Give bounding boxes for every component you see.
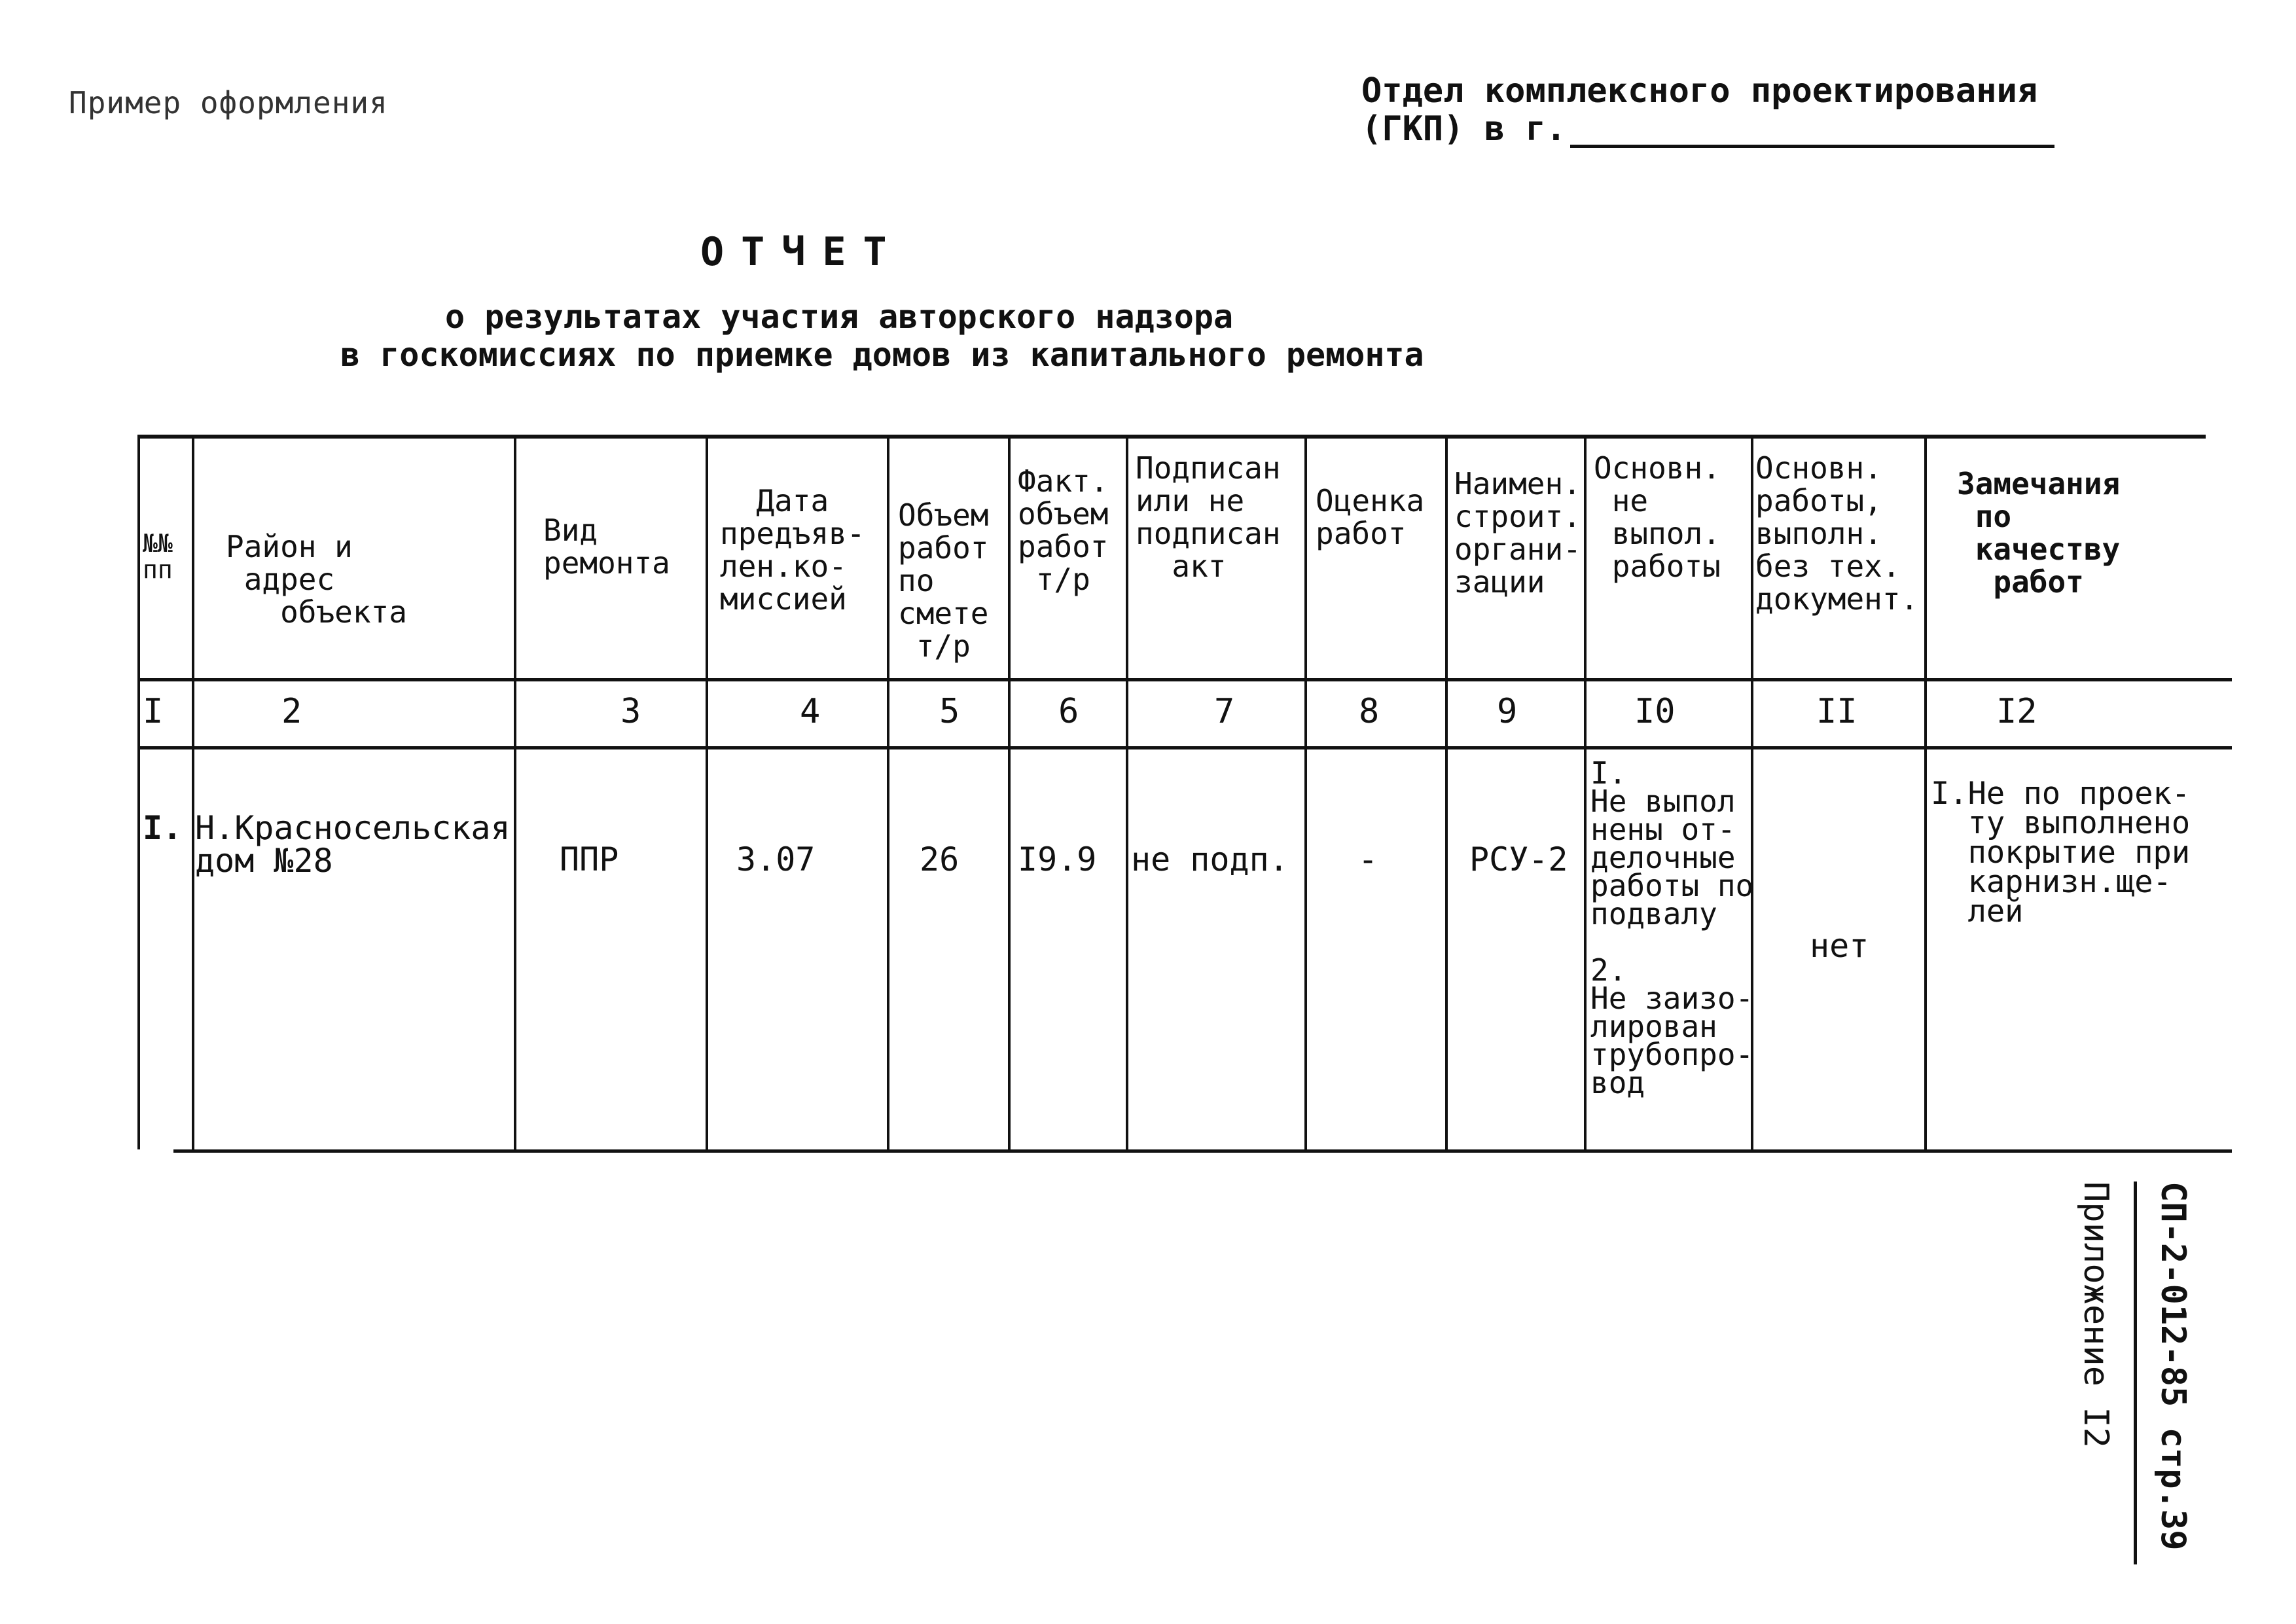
row-remarks: I.Не по проек- ту выполнено покрытие при карнизн.ще- лей (1931, 776, 2191, 929)
column-number: I2 (1996, 692, 2037, 731)
column-number: 4 (800, 692, 821, 731)
column-number: 7 (1214, 692, 1235, 731)
city-blank-line (1570, 112, 2054, 148)
table-header-rule (137, 678, 2232, 681)
column-number: I0 (1634, 692, 1676, 731)
table-numbers-rule (137, 746, 2232, 749)
column-header: Объем работ по смете т/р (898, 497, 989, 664)
column-header: Подписан или не подписан акт (1136, 450, 1281, 584)
col-divider (137, 435, 140, 1149)
col-divider (706, 435, 708, 1149)
col-divider (192, 435, 194, 1149)
page-title: ОТЧЕТ (700, 229, 904, 275)
subtitle-line1: о результатах участия авторского надзора (445, 298, 1234, 336)
column-number: 9 (1497, 692, 1518, 731)
margin-note-rule (2134, 1182, 2137, 1564)
column-header: Дата предъяв- лен.ко- миссией (720, 483, 865, 617)
row-not-done: I. Не выпол нены от- делочные работы по подвалу 2. Не заизо- лирован трубопро- вод (1590, 755, 1754, 1100)
table-bottom-rule (173, 1149, 2232, 1153)
document-code: СП-2-012-85 стр.39 (2153, 1182, 2193, 1551)
col-divider (1304, 435, 1307, 1149)
column-header: Факт. объем работ т/р (1018, 463, 1109, 597)
row-address: Н.Красносельская дом №28 (195, 809, 511, 880)
appendix-label: Приложение I2 (2076, 1182, 2115, 1448)
column-header: Наимен. строит. органи- зации (1454, 466, 1581, 600)
column-number: I (143, 692, 164, 731)
department-block (1361, 72, 2054, 148)
row-number: I. (143, 809, 183, 847)
col-divider (1126, 435, 1128, 1149)
column-header: Вид ремонта (543, 513, 670, 581)
col-divider (1008, 435, 1011, 1149)
department-line2: (ГКП) в г. (1361, 109, 1567, 149)
col-divider (1584, 435, 1587, 1149)
row-repair-type: ППР (560, 840, 619, 878)
row-contractor: РСУ-2 (1469, 840, 1568, 878)
column-number: II (1816, 692, 1857, 731)
row-date: 3.07 (736, 840, 816, 878)
column-header: Район и адрес объекта (226, 529, 407, 630)
column-header: Основн. не выпол. работы (1594, 450, 1721, 584)
column-header: Замечания по качеству работ (1957, 466, 2121, 600)
department-line1: Отдел комплексного проектирования (1361, 71, 2038, 111)
column-number: 8 (1359, 692, 1380, 731)
table-top-rule (137, 435, 2206, 439)
col-divider (887, 435, 889, 1149)
row-act-signed: не подп. (1131, 840, 1289, 878)
page-subtitle (340, 298, 1453, 374)
column-number: 5 (939, 692, 960, 731)
sample-label: Пример оформления (69, 85, 388, 120)
row-volume-plan: 26 (920, 840, 960, 878)
column-number: 2 (281, 692, 302, 731)
subtitle-line2: в госкомиссиях по приемке домов из капитального ремонта (340, 336, 1424, 374)
column-number: 6 (1058, 692, 1079, 731)
col-divider (1445, 435, 1448, 1149)
row-volume-fact: I9.9 (1018, 840, 1097, 878)
column-header: Основн. работы, выполн. без тех. документ. (1755, 450, 1919, 617)
col-divider (1924, 435, 1927, 1149)
column-number: 3 (620, 692, 641, 731)
column-header: Оценка работ (1316, 483, 1425, 551)
column-header: №№ пп (143, 529, 173, 584)
row-without-docs: нет (1810, 927, 1869, 965)
col-divider (514, 435, 516, 1149)
row-rating: - (1358, 840, 1378, 878)
